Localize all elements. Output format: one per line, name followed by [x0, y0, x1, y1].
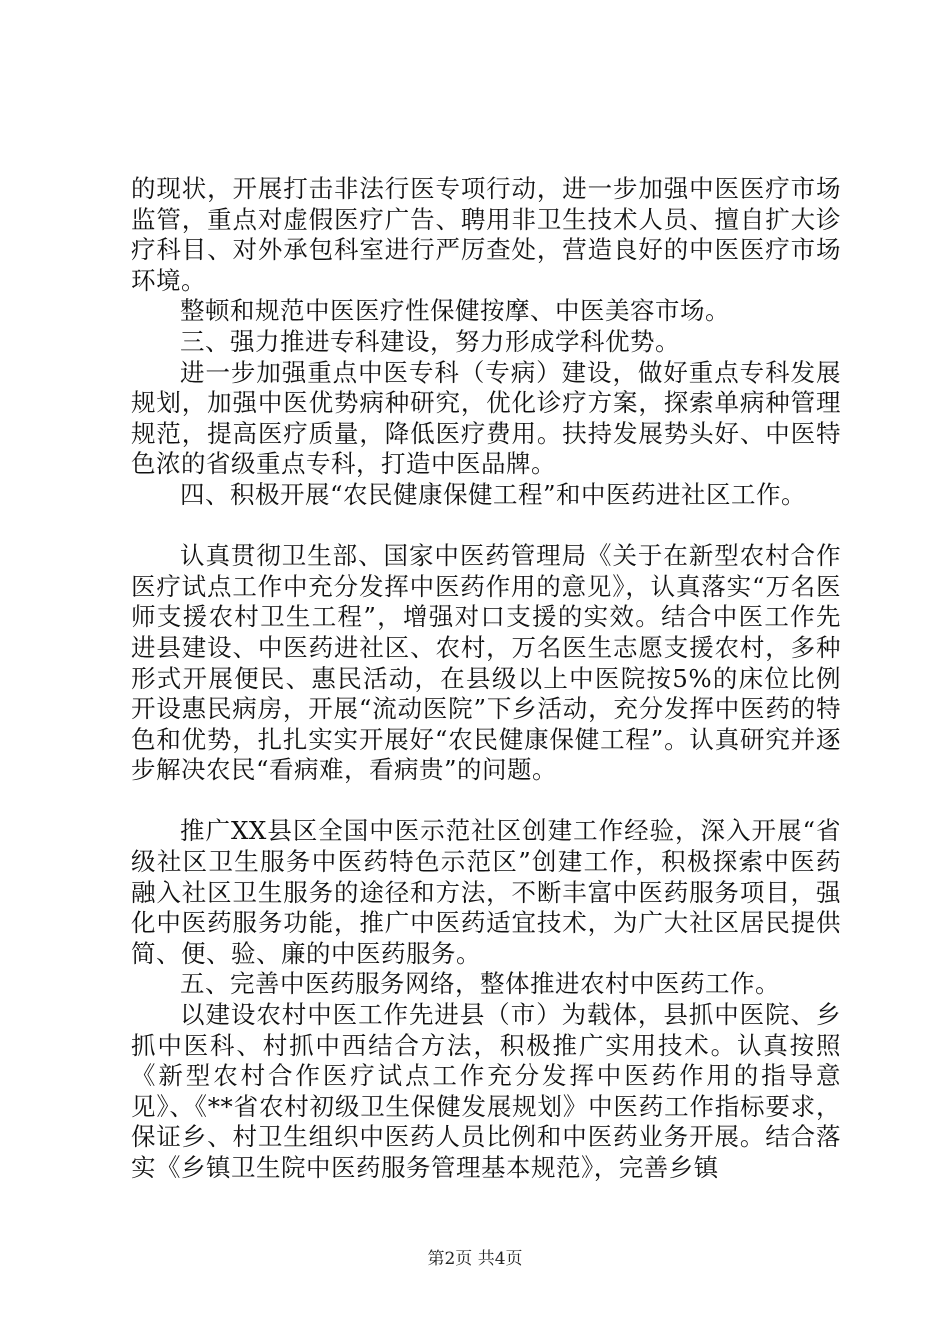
paragraph: 的现状，开展打击非法行医专项行动，进一步加强中医医疗市场监管，重点对虚假医疗广告、聘用非卫生技术人员、擅自扩大诊疗科目、对外承包科室进行严厉查处，营造良好的中医医疗市场环境。 — [131, 174, 841, 295]
paragraph: 推广XX县区全国中医示范社区创建工作经验，深入开展“省级社区卫生服务中医药特色示范区”创建工作，积极探索中医药融入社区卫生服务的途径和方法，不断丰富中医药服务项目，强化中医药服务功能，推广中医药适宜技术，为广大社区居民提供简、便、验、廉的中医药服务。 — [131, 816, 841, 968]
section-heading: 三、强力推进专科建设，努力形成学科优势。 — [180, 326, 680, 356]
page-number: 第2页 共4页 — [427, 1249, 523, 1269]
paragraph: 整顿和规范中医医疗性保健按摩、中医美容市场。 — [180, 296, 730, 326]
paragraph: 认真贯彻卫生部、国家中医药管理局《关于在新型农村合作医疗试点工作中充分发挥中医药作用的意见》，认真落实“万名医师支援农村卫生工程”，增强对口支援的实效。结合中医工作先进县建设、中医药进社区、农村，万名医生志愿支援农村，多种形式开展便民、惠民活动，在县级以上中医院按5%的床位比例开设惠民病房，开展“流动医院”下乡活动，充分发挥中医药的特色和优势，扎扎实实开展好“农民健康保健工程”。认真研究并逐步解决农民“看病难，看病贵”的问题。 — [131, 541, 841, 785]
paragraph: 进一步加强重点中医专科（专病）建设，做好重点专科发展规划，加强中医优势病种研究，优化诊疗方案，探索单病种管理规范，提高医疗质量，降低医疗费用。扶持发展势头好、中医特色浓的省级重点专科，打造中医品牌。 — [131, 357, 841, 479]
section-heading: 四、积极开展“农民健康保健工程”和中医药进社区工作。 — [180, 479, 807, 509]
paragraph: 以建设农村中医工作先进县（市）为载体，县抓中医院、乡抓中医科、村抓中西结合方法，积极推广实用技术。认真按照《新型农村合作医疗试点工作充分发挥中医药作用的指导意见》、《**省农村初级卫生保健发展规划》中医药工作指标要求，保证乡、村卫生组织中医药人员比例和中医药业务开展。结合落实《乡镇卫生院中医药服务管理基本规范》，完善乡镇 — [131, 1000, 841, 1182]
document-body — [131, 174, 841, 1184]
section-heading: 五、完善中医药服务网络，整体推进农村中医药工作。 — [180, 969, 780, 999]
